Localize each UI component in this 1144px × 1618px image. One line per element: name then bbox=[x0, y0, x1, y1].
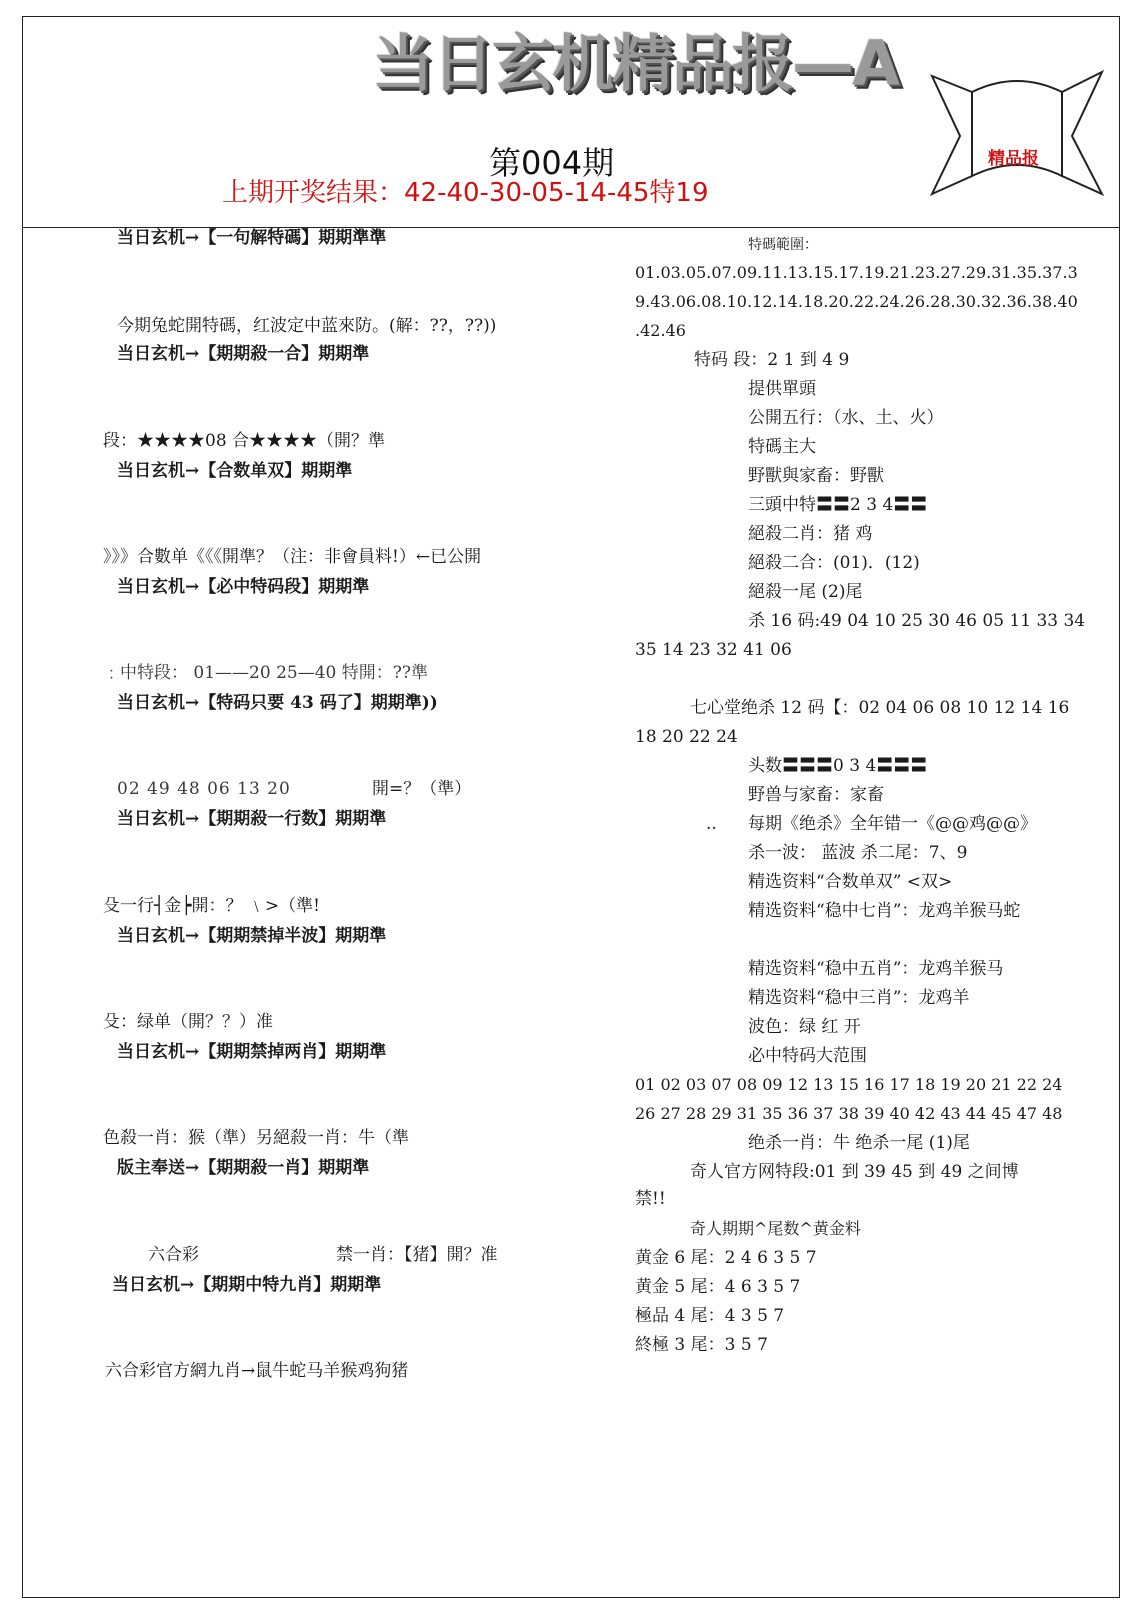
right-line-31: 奇人官方网特段:01 到 39 45 到 49 之间博 bbox=[690, 1162, 1019, 1182]
right-line-21: 杀一波： 蓝波 杀二尾：7、9 bbox=[748, 843, 968, 863]
banner-label: 精品报 bbox=[988, 149, 1039, 169]
left-line-20: 六合彩官方網九肖→鼠牛蛇马羊猴鸡狗猪 bbox=[105, 1361, 409, 1381]
left-line-16: 色殺一肖：猴（準）另絕殺一肖：牛（準 bbox=[103, 1128, 409, 1148]
right-line-37: 終極 3 尾：3 5 7 bbox=[635, 1335, 768, 1355]
left-line-2: 今期兔蛇開特碼，红波定中蓝來防。(解：??，??)) bbox=[117, 316, 497, 336]
right-line-24: 精选资料“稳中五肖”：龙鸡羊猴马 bbox=[748, 959, 1004, 979]
banner-ribbon-icon bbox=[912, 66, 1122, 208]
left-line-5: 当日玄机→【合数单双】期期準 bbox=[117, 461, 353, 481]
left-line-4: 段：★★★★08 合★★★★（開？準 bbox=[103, 431, 386, 451]
right-line-12: 絕殺二合：(01)．(12) bbox=[748, 553, 920, 573]
left-line-18-brand: 六合彩 bbox=[148, 1245, 199, 1265]
right-line-23: 精选资料“稳中七肖”：龙鸡羊猴马蛇 bbox=[748, 901, 1021, 921]
left-line-13: 当日玄机→【期期禁掉半波】期期準 bbox=[117, 926, 387, 946]
right-line-16: 七心堂绝杀 12 码【：02 04 06 08 10 12 14 16 bbox=[690, 698, 1070, 718]
right-line-3: 9.43.06.08.10.12.14.18.20.22.24.26.28.30.32.36.38.40 bbox=[635, 292, 1078, 311]
left-line-11: 当日玄机→【期期殺一行数】期期準 bbox=[117, 809, 387, 829]
right-line-13: 絕殺一尾 (2)尾 bbox=[748, 582, 863, 602]
right-line-30: 绝杀一肖：牛 绝杀一尾 (1)尾 bbox=[748, 1133, 970, 1153]
issue-number: 第004期 bbox=[489, 144, 615, 182]
left-line-14: 殳：绿单（開？？）准 bbox=[103, 1012, 273, 1032]
left-line-9: 当日玄机→【特码只要 43 码了】期期準)) bbox=[117, 693, 438, 713]
left-line-17: 版主奉送→【期期殺一肖】期期準 bbox=[117, 1158, 370, 1178]
right-line-6: 提供單頭 bbox=[748, 379, 816, 399]
previous-result: 上期开奖结果：42-40-30-05-14-45特19 bbox=[222, 178, 709, 208]
right-line-36: 極品 4 尾：4 3 5 7 bbox=[635, 1306, 785, 1326]
right-line-33: 奇人期期^尾数^黄金料 bbox=[690, 1219, 861, 1238]
right-line-7: 公開五行：（水、土、火） bbox=[748, 408, 944, 428]
right-line-19: 野兽与家畜：家畜 bbox=[748, 785, 884, 805]
right-line-18: 头数〓〓〓0 3 4〓〓〓 bbox=[748, 756, 928, 776]
right-line-8: 特碼主大 bbox=[748, 437, 816, 457]
page-title: 当日玄机精品报—A bbox=[372, 27, 898, 100]
right-line-14: 杀 16 码:49 04 10 25 30 46 05 11 33 34 bbox=[748, 611, 1086, 631]
left-line-12: 殳一行┤金┝開：？ ﹨>（準! bbox=[103, 896, 320, 916]
right-line-5: 特码 段：2 1 到 4 9 bbox=[694, 350, 850, 370]
right-line-10: 三頭中特〓〓2 3 4〓〓 bbox=[748, 495, 928, 515]
right-line-11: 絕殺二肖：猪 鸡 bbox=[748, 524, 873, 544]
right-line-35: 黄金 5 尾：4 6 3 5 7 bbox=[635, 1277, 801, 1297]
left-line-3: 当日玄机→【期期殺一合】期期準 bbox=[117, 344, 370, 364]
left-line-19: 当日玄机→【期期中特九肖】期期準 bbox=[112, 1275, 382, 1295]
left-line-10-numbers: 02 49 48 06 13 20 bbox=[117, 779, 291, 799]
left-line-6: 》》》合數单《《《開準？（注：非會員料!）←已公開 bbox=[103, 547, 482, 567]
right-line-32: 禁!! bbox=[635, 1189, 666, 1209]
right-line-22: 精选资料“合数单双” <双> bbox=[748, 872, 953, 892]
left-line-8: ﹕中特段： 01——20 25—40 特開：??準 bbox=[103, 663, 428, 683]
right-line-27: 必中特码大范围 bbox=[748, 1046, 867, 1066]
left-line-15: 当日玄机→【期期禁掉两肖】期期準 bbox=[117, 1042, 387, 1062]
right-line-1: 特碼範圍： bbox=[748, 237, 818, 253]
left-line-7: 当日玄机→【必中特码段】期期準 bbox=[117, 577, 370, 597]
right-line-29: 26 27 28 29 31 35 36 37 38 39 40 42 43 44 45 47 48 bbox=[635, 1104, 1063, 1123]
left-line-18-ban: 禁一肖：【猪】開？准 bbox=[336, 1245, 498, 1265]
right-line-26: 波色：绿 红 开 bbox=[748, 1017, 861, 1037]
right-line-17: 18 20 22 24 bbox=[635, 727, 738, 747]
left-line-10-open: 開=？（準） bbox=[372, 779, 472, 799]
right-line-25: 精选资料“稳中三肖”：龙鸡羊 bbox=[748, 988, 970, 1008]
right-line-20: 每期《绝杀》全年错一《@@鸡@@》 bbox=[748, 814, 1037, 834]
right-line-20-dots: .. bbox=[706, 814, 717, 834]
right-line-28: 01 02 03 07 08 09 12 13 15 16 17 18 19 20 21 22 24 bbox=[635, 1075, 1063, 1094]
right-line-15: 35 14 23 32 41 06 bbox=[635, 640, 792, 660]
right-line-9: 野獸與家畜：野獸 bbox=[748, 466, 884, 486]
right-line-2: 01.03.05.07.09.11.13.15.17.19.21.23.27.29.31.35.37.3 bbox=[635, 263, 1078, 282]
left-line-1: 当日玄机→【一句解特碼】期期準準 bbox=[117, 228, 387, 248]
right-line-34: 黄金 6 尾：2 4 6 3 5 7 bbox=[635, 1248, 817, 1268]
right-line-4: .42.46 bbox=[635, 321, 686, 340]
